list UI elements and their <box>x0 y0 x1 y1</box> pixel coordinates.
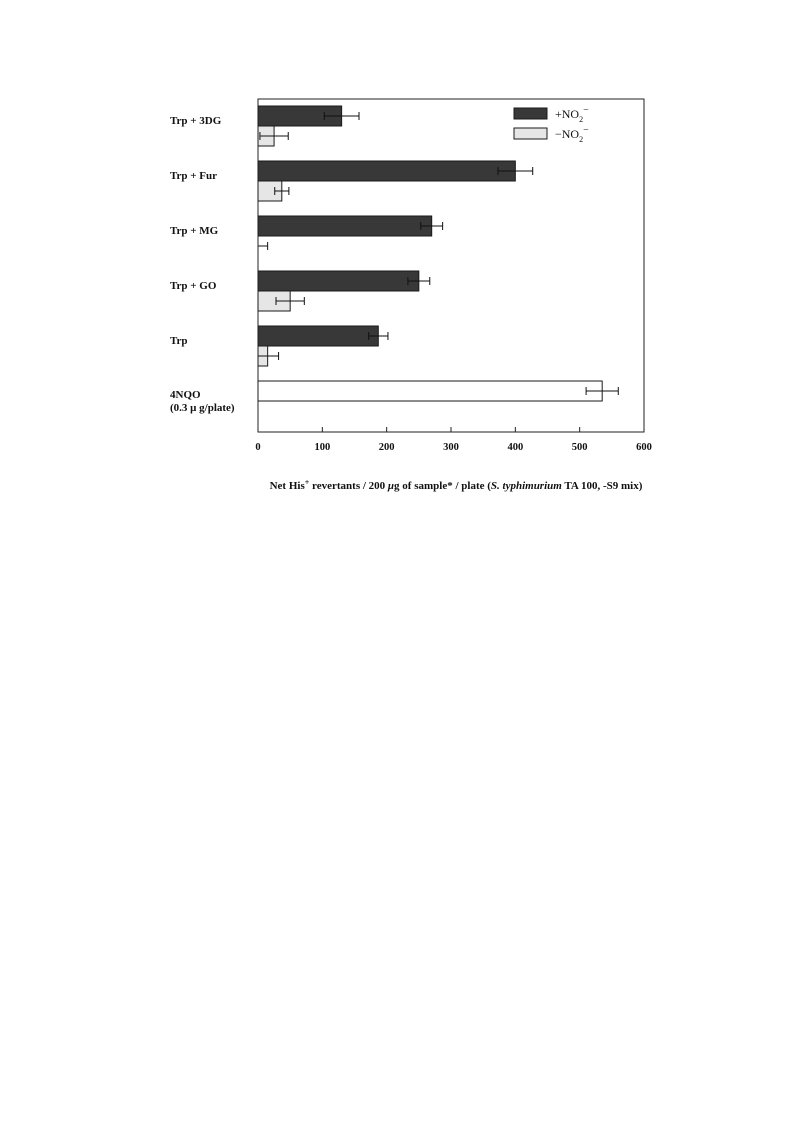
category-label: Trp + GO <box>170 280 217 292</box>
legend-label-subscript: 2 <box>579 135 584 144</box>
bar-reference-4nqo <box>258 381 602 401</box>
category-label: 4NQO <box>170 389 201 401</box>
x-tick-label: 400 <box>507 442 524 453</box>
x-tick-label: 300 <box>443 442 459 453</box>
legend-label-subscript: 2 <box>579 115 584 124</box>
x-axis-ticks <box>255 427 652 453</box>
legend-swatch <box>514 108 547 119</box>
category-label: (0.3 μ g/plate) <box>170 402 235 414</box>
legend <box>514 105 589 144</box>
x-axis-label-part: + <box>304 478 310 487</box>
legend-label <box>555 125 589 144</box>
x-tick-label: 600 <box>636 442 652 453</box>
bar-with-nitrite <box>258 216 432 236</box>
legend-label-main: +NO <box>555 107 580 121</box>
category-labels <box>170 115 235 414</box>
legend-label-superscript: − <box>583 125 589 136</box>
x-tick-label: 100 <box>314 442 331 453</box>
legend-swatch <box>514 128 547 139</box>
x-tick-label: 0 <box>255 442 261 453</box>
x-axis-label-part: μ <box>387 480 395 492</box>
x-axis-label-part: revertants / 200 <box>309 480 388 492</box>
x-axis-label-part: TA 100, -S9 mix) <box>561 480 643 492</box>
category-label: Trp + MG <box>170 225 219 237</box>
category-label: Trp + 3DG <box>170 115 222 127</box>
bar-with-nitrite <box>258 161 515 181</box>
legend-label-main: −NO <box>555 127 580 141</box>
x-axis-label-part: Net His <box>269 480 305 492</box>
legend-label <box>555 105 589 124</box>
category-label: Trp <box>170 335 188 347</box>
x-axis-label-part: g of sample* / plate ( <box>394 480 491 492</box>
x-tick-label: 200 <box>378 442 395 453</box>
x-axis-label <box>270 478 643 492</box>
bars-layer <box>258 106 618 401</box>
bar-with-nitrite <box>258 271 419 291</box>
category-label: Trp + Fur <box>170 170 218 182</box>
bar-with-nitrite <box>258 326 378 346</box>
legend-label-superscript: − <box>583 105 589 116</box>
x-axis-label-part: S. typhimurium <box>490 480 562 492</box>
x-tick-label: 500 <box>571 442 588 453</box>
